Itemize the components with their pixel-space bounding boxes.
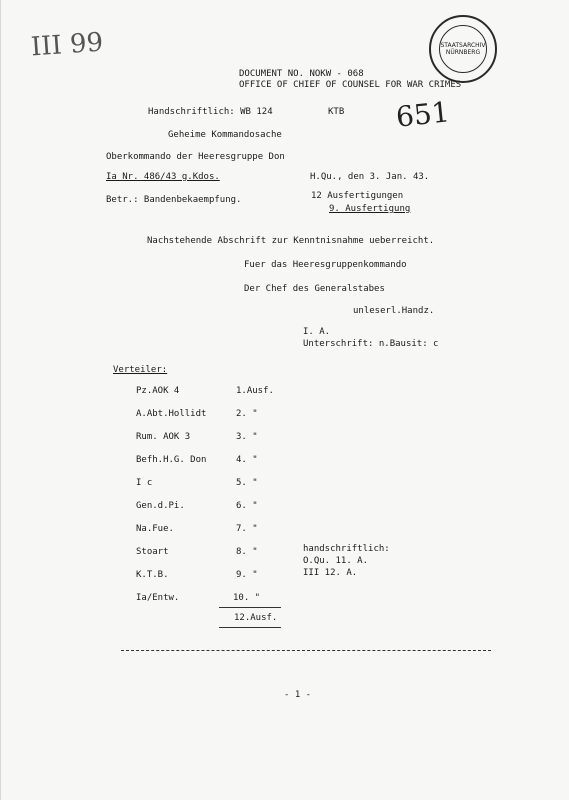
document-number: DOCUMENT NO. NOKW - 068 (239, 69, 364, 79)
list-item-copy: 7. " (236, 524, 258, 534)
list-item-recipient: Gen.d.Pi. (136, 501, 185, 511)
subject-line: Betr.: Bandenbekaempfung. (106, 195, 242, 205)
dashed-separator (121, 650, 491, 651)
body-line-2: Fuer das Heeresgruppenkommando (244, 260, 407, 270)
list-item-recipient: Ia/Entw. (136, 593, 180, 603)
list-item-recipient: Pz.AOK 4 (136, 386, 180, 396)
list-item-recipient: I c (136, 478, 153, 488)
command-name: Oberkommando der Heeresgruppe Don (106, 152, 285, 162)
list-item-copy: 8. " (236, 547, 258, 557)
distribution-total: 12.Ausf. (234, 613, 278, 623)
list-item-copy: 6. " (236, 501, 258, 511)
list-item-recipient: Rum. AOK 3 (136, 432, 191, 442)
handnote-line-2: III 12. A. (303, 568, 358, 578)
list-item-recipient: A.Abt.Hollidt (136, 409, 207, 419)
copy-number: 9. Ausfertigung (329, 204, 411, 214)
stamp-text-top: STAATSARCHIV (440, 42, 486, 49)
list-item-copy: 9. " (236, 570, 258, 580)
handschriftlich-line: Handschriftlich: WB 124 (148, 107, 273, 117)
list-item-copy: 3. " (236, 432, 258, 442)
list-item-recipient: Befh.H.G. Don (136, 455, 207, 465)
list-item-copy: 1.Ausf. (236, 386, 274, 396)
archive-stamp (429, 15, 497, 83)
page-number: - 1 - (284, 690, 312, 700)
total-divider (219, 607, 281, 608)
list-item-copy: 10. " (233, 593, 261, 603)
classification: Geheime Kommandosache (168, 130, 282, 140)
list-item-copy: 2. " (236, 409, 258, 419)
copies-count: 12 Ausfertigungen (311, 191, 404, 201)
corner-handwritten-marks: III 99 (30, 27, 105, 63)
stamp-text-bottom: NÜRNBERG (445, 49, 481, 56)
body-line-3: Der Chef des Generalstabes (244, 284, 385, 294)
list-item-recipient: Na.Fue. (136, 524, 174, 534)
ktb-label: KTB (328, 107, 345, 117)
body-line-6: Unterschrift: n.Bausit: c (303, 339, 439, 349)
body-line-1: Nachstehende Abschrift zur Kenntnisnahme ueberreicht. (147, 236, 435, 246)
handnote-line-1: O.Qu. 11. A. (303, 556, 369, 566)
distribution-title: Verteiler: (113, 365, 168, 375)
list-item-copy: 4. " (236, 455, 258, 465)
list-item-recipient: K.T.B. (136, 570, 169, 580)
total-underline (219, 627, 281, 628)
handwritten-page-number: 651 (394, 95, 452, 134)
list-item-recipient: Stoart (136, 547, 169, 557)
body-line-4: unleserl.Handz. (353, 306, 435, 316)
handnote-title: handschriftlich: (303, 544, 390, 554)
office-line: OFFICE OF CHIEF OF COUNSEL FOR WAR CRIMES (239, 80, 462, 90)
reference-number: Ia Nr. 486/43 g.Kdos. (106, 172, 220, 182)
hq-date: H.Qu., den 3. Jan. 43. (310, 172, 430, 182)
body-line-5: I. A. (303, 327, 331, 337)
list-item-copy: 5. " (236, 478, 258, 488)
